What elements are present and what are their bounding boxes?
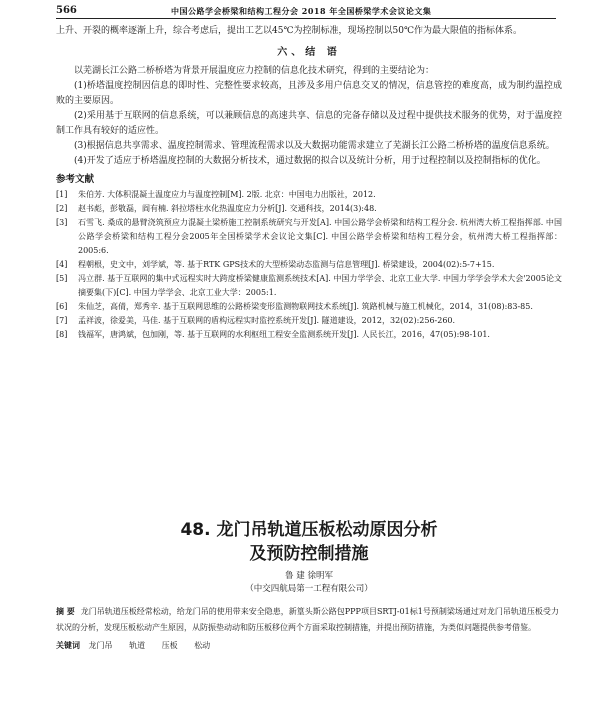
running-header — [56, 4, 556, 19]
reference-text: 冯立群. 基于互联网的集中式远程实时大跨度桥梁健康监测系统技术[A]. 中国力学学会、北京工业大学. 中国力学学会学术大会'2005论文摘要集(下)[C]. 中国力学学会、北京工业大学：2005:1. — [78, 274, 562, 297]
reference-item — [56, 328, 562, 342]
article-title-line: 48. 龙门吊轨道压板松动原因分析 — [180, 520, 438, 540]
reference-text: 朱仙芝，高倩，郑秀辛. 基于互联网思维的公路桥梁变形监测物联网技术系统[J]. 筑路机械与施工机械化，2014，31(08):83-85. — [78, 302, 533, 311]
intro-paragraph: 上升、开裂的概率逐渐上升，综合考虑后，提出工艺以45℃为控制标准，现场控制以50℃作为最大限值的指标体系。 — [56, 26, 523, 36]
reference-number: [1] — [56, 190, 68, 199]
references-heading: 参考文献 — [56, 174, 95, 185]
reference-number: [8] — [56, 330, 68, 339]
keyword: 压板 — [161, 641, 178, 650]
section-title: 六、结 语 — [277, 47, 341, 58]
reference-text: 赵书彪，彭敬磊，阎有楠. 斜拉塔柱水化热温度应力分析[J]. 交通科技，2014(3):48. — [78, 204, 377, 213]
reference-text: 程朝根，史文中，刘学斌，等. 基于RTK GPS技术的大型桥梁动态监测与信息管理[J]. 桥梁建设，2004(02):5-7+15. — [78, 260, 495, 269]
reference-number: [3] — [56, 218, 68, 227]
conclusion-paragraph: (4)开发了适应于桥塔温度控制的大数据分析技术，通过数据的拟合以及统计分析，用于过程控制以及控制指标的优化。 — [74, 156, 546, 166]
conclusion-paragraph: 以芜湖长江公路二桥桥塔为背景开展温度应力控制的信息化技术研究，得到的主要结论为： — [74, 66, 435, 76]
reference-item — [56, 202, 562, 216]
reference-number: [2] — [56, 204, 68, 213]
reference-number: [6] — [56, 302, 68, 311]
author-names: 鲁 建 徐明军 — [285, 571, 333, 581]
reference-number: [7] — [56, 316, 68, 325]
reference-item — [56, 216, 562, 258]
reference-number: [4] — [56, 260, 68, 269]
conclusion-paragraph: (1)桥塔温度控制因信息的即时性、完整性要求较高，且涉及多用户信息交叉的情况，信息管控的难度高，成为制约温控成败的主要原因。 — [56, 81, 562, 106]
reference-list — [56, 188, 562, 342]
page-number: 566 — [56, 5, 77, 16]
conclusion-paragraph: (3)根据信息共享需求、温度控制需求、管理流程需求以及大数据功能需求建立了芜湖长江公路二桥桥塔的温度信息系统。 — [74, 141, 555, 151]
author-block — [56, 570, 562, 596]
article-title — [56, 518, 562, 566]
keyword: 轨道 — [129, 641, 146, 650]
abstract-text: 龙门吊轨道压板经常松动，给龙门吊的使用带来安全隐患，新篁头斯公路包PPP项目SRTJ-01标1号预制梁场通过对龙门吊轨道压板受力状况的分析，发现压板松动产生原因，从防振垫动动和防压板移位两个方面采取控制措施，并提出预防措施，为类似问题提供参考借鉴。 — [56, 607, 559, 632]
reference-item — [56, 314, 562, 328]
previous-article-body — [56, 24, 562, 342]
reference-text: 朱伯芳. 大体积混凝土温度应力与温度控制[M]. 2版. 北京：中国电力出版社，2012. — [78, 190, 376, 199]
article-title-line: 及预防控制措施 — [249, 544, 369, 564]
keyword: 松动 — [194, 641, 211, 650]
reference-text: 钱福军，唐鸿斌，包加刚，等. 基于互联网的水利枢纽工程安全监测系统开发[J]. 人民长江，2016，47(05):98-101. — [78, 330, 490, 339]
reference-item — [56, 272, 562, 300]
reference-text: 石雪飞. 桑成的悬臂浇筑预应力混凝土梁桥施工控制系统研究与开发[A]. 中国公路学会桥梁和结构工程分会. 杭州湾大桥工程指挥部. 中国公路学会桥梁和结构工程分会2005年全国桥梁学术会议论文集[C]. 中国公路学会桥梁和结构工程分会，杭州湾大桥工程指挥部：2005:6. — [78, 218, 562, 255]
abstract-block — [56, 604, 562, 654]
author-affiliation: （中交四航局第一工程有限公司） — [245, 584, 373, 594]
keywords-label: 关键词 — [56, 641, 80, 650]
reference-item — [56, 188, 562, 202]
reference-number: [5] — [56, 274, 68, 283]
reference-item — [56, 300, 562, 314]
reference-text: 孟祥波，徐爱美，马佳. 基于互联网的盾构远程实时监控系统开发[J]. 隧道建设，2012，32(02):256-260. — [78, 316, 456, 325]
abstract-label: 摘 要 — [56, 607, 75, 616]
abstract — [56, 604, 562, 636]
keywords — [56, 638, 562, 654]
journal-title: 中国公路学会桥梁和结构工程分会 2018 年全国桥梁学术会议论文集 — [171, 6, 432, 16]
conclusion-paragraph: (2)采用基于互联网的信息系统，可以兼顾信息的高速共享、信息的完备存储以及过程中提供技术服务的优势，对于温度控制工作具有较好的适应性。 — [56, 111, 562, 136]
reference-item — [56, 258, 562, 272]
keyword: 龙门吊 — [88, 641, 113, 650]
